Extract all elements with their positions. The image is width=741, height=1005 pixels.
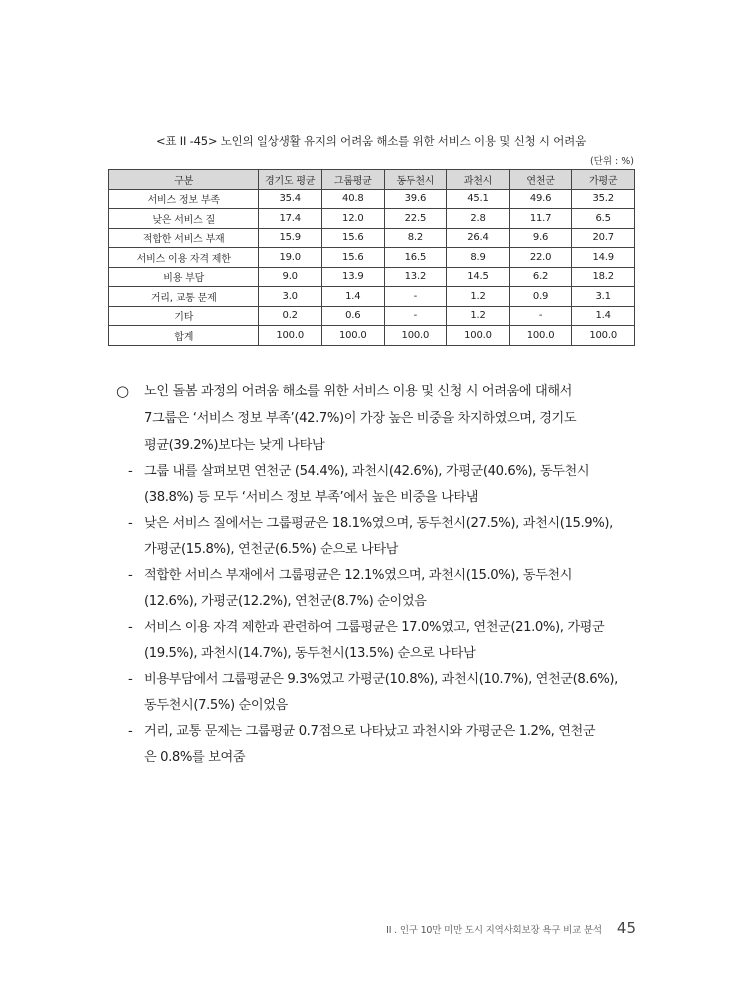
table-cell: 39.6 [384, 189, 447, 209]
table-cell: 1.2 [447, 287, 510, 307]
table-cell: 12.0 [321, 209, 384, 229]
table-unit: (단위 : %) [589, 156, 634, 167]
page-number: 45 [616, 919, 636, 937]
table-caption: <표 II -45> 노인의 일상생활 유지의 어려움 해소를 위한 서비스 이용 및 신청 시 어려움 [156, 134, 586, 148]
table-cell: 22.0 [509, 248, 572, 268]
sub-bullet-line: 서비스 이용 자격 제한과 관련하여 그룹평균은 17.0%였고, 연천군(21.0%), 가평군 [144, 620, 605, 635]
header-cell: 경기도 평균 [259, 170, 322, 190]
sub-bullet-line: (19.5%), 과천시(14.7%), 동두천시(13.5%) 순으로 나타남 [144, 646, 476, 661]
dash-bullet-icon: - [128, 724, 133, 739]
table-cell: - [384, 306, 447, 326]
table-cell: 9.6 [509, 228, 572, 248]
footer-text: II . 인구 10만 미만 도시 지역사회보장 욕구 비교 분석 [386, 925, 602, 936]
table-cell: 14.5 [447, 267, 510, 287]
table-row [109, 248, 635, 268]
table-cell: 45.1 [447, 189, 510, 209]
row-label: 낮은 서비스 질 [109, 209, 259, 229]
sub-bullet-item [116, 719, 638, 771]
table-cell: 0.6 [321, 306, 384, 326]
dash-bullet-icon: - [128, 672, 133, 687]
page-footer [0, 918, 636, 937]
table-cell: 1.2 [447, 306, 510, 326]
main-line: 노인 돌봄 과정의 어려움 해소를 위한 서비스 이용 및 신청 시 어려움에 대해서 [144, 384, 573, 399]
table-cell: 13.2 [384, 267, 447, 287]
table-cell: 40.8 [321, 189, 384, 209]
table-cell: 8.2 [384, 228, 447, 248]
table-cell: 35.4 [259, 189, 322, 209]
table-cell: 22.5 [384, 209, 447, 229]
row-label: 거리, 교통 문제 [109, 287, 259, 307]
sub-bullet-line: 적합한 서비스 부재에서 그룹평균은 12.1%였으며, 과천시(15.0%), 동두천시 [144, 568, 573, 583]
table-cell: 6.2 [509, 267, 572, 287]
table-cell: 100.0 [509, 326, 572, 346]
table-cell: 49.6 [509, 189, 572, 209]
sub-bullet-item [116, 615, 638, 667]
main-line: 7그룹은 ‘서비스 정보 부족’(42.7%)이 가장 높은 비중을 차지하였으며, 경기도 [144, 411, 577, 426]
sub-bullet-item [116, 511, 638, 563]
table-cell: - [509, 306, 572, 326]
sub-bullet-line: 낮은 서비스 질에서는 그룹평균은 18.1%였으며, 동두천시(27.5%), 과천시(15.9%), [144, 516, 613, 531]
table-cell: 13.9 [321, 267, 384, 287]
table-cell: 2.8 [447, 209, 510, 229]
row-label: 서비스 이용 자격 제한 [109, 248, 259, 268]
row-label: 합계 [109, 326, 259, 346]
table-row [109, 209, 635, 229]
header-cell: 과천시 [447, 170, 510, 190]
table-row [109, 267, 635, 287]
table-cell: 9.0 [259, 267, 322, 287]
table-cell: 15.9 [259, 228, 322, 248]
table-cell: 26.4 [447, 228, 510, 248]
table-body [109, 189, 635, 345]
table-cell: 20.7 [572, 228, 635, 248]
table-cell: 100.0 [259, 326, 322, 346]
sub-bullet-line: 가평군(15.8%), 연천군(6.5%) 순으로 나타남 [144, 542, 399, 557]
circle-bullet-icon: ○ [116, 382, 129, 400]
sub-bullet-line: (38.8%) 등 모두 ‘서비스 정보 부족’에서 높은 비중을 나타냄 [144, 490, 479, 505]
sub-bullet-item [116, 667, 638, 719]
sub-bullet-line: 그룹 내를 살펴보면 연천군 (54.4%), 과천시(42.6%), 가평군(40.6%), 동두천시 [144, 464, 590, 479]
table-header-row [109, 170, 635, 190]
sub-bullet-line: 비용부담에서 그룹평균은 9.3%였고 가평군(10.8%), 과천시(10.7%), 연천군(8.6%), [144, 672, 618, 687]
table-row [109, 228, 635, 248]
dash-bullet-icon: - [128, 516, 133, 531]
header-cell: 구분 [109, 170, 259, 190]
table-cell: 3.1 [572, 287, 635, 307]
table-cell: 16.5 [384, 248, 447, 268]
table-row [109, 326, 635, 346]
row-label: 서비스 정보 부족 [109, 189, 259, 209]
row-label: 적합한 서비스 부재 [109, 228, 259, 248]
dash-bullet-icon: - [128, 568, 133, 583]
sub-bullet-line: (12.6%), 가평군(12.2%), 연천군(8.7%) 순이었음 [144, 594, 427, 609]
table-row [109, 287, 635, 307]
main-line: 평균(39.2%)보다는 낮게 나타남 [144, 438, 325, 453]
sub-bullet-item [116, 563, 638, 615]
row-label: 비용 부담 [109, 267, 259, 287]
table-cell: 100.0 [572, 326, 635, 346]
body-text [116, 378, 638, 771]
statistics-table [108, 169, 635, 346]
sub-bullet-list [116, 459, 638, 771]
table-cell: 100.0 [321, 326, 384, 346]
table-cell: 1.4 [321, 287, 384, 307]
table-cell: 6.5 [572, 209, 635, 229]
table-cell: 0.2 [259, 306, 322, 326]
header-cell: 가평군 [572, 170, 635, 190]
table-cell: 14.9 [572, 248, 635, 268]
dash-bullet-icon: - [128, 620, 133, 635]
sub-bullet-line: 거리, 교통 문제는 그룹평균 0.7점으로 나타났고 과천시와 가평군은 1.2%, 연천군 [144, 724, 596, 739]
sub-bullet-item [116, 459, 638, 511]
main-paragraph [116, 378, 638, 459]
table-cell: 19.0 [259, 248, 322, 268]
sub-bullet-line: 동두천시(7.5%) 순이었음 [144, 698, 288, 713]
table-cell: 15.6 [321, 248, 384, 268]
table-cell: - [384, 287, 447, 307]
table-row [109, 189, 635, 209]
header-cell: 그룹평균 [321, 170, 384, 190]
dash-bullet-icon: - [128, 464, 133, 479]
header-cell: 연천군 [509, 170, 572, 190]
header-cell: 동두천시 [384, 170, 447, 190]
table-cell: 17.4 [259, 209, 322, 229]
table-cell: 3.0 [259, 287, 322, 307]
table-cell: 100.0 [384, 326, 447, 346]
table-cell: 100.0 [447, 326, 510, 346]
sub-bullet-line: 은 0.8%를 보여줌 [144, 750, 246, 765]
row-label: 기타 [109, 306, 259, 326]
table-cell: 1.4 [572, 306, 635, 326]
table-cell: 18.2 [572, 267, 635, 287]
table-cell: 0.9 [509, 287, 572, 307]
table-cell: 15.6 [321, 228, 384, 248]
table-cell: 8.9 [447, 248, 510, 268]
table-row [109, 306, 635, 326]
table-cell: 35.2 [572, 189, 635, 209]
table-cell: 11.7 [509, 209, 572, 229]
